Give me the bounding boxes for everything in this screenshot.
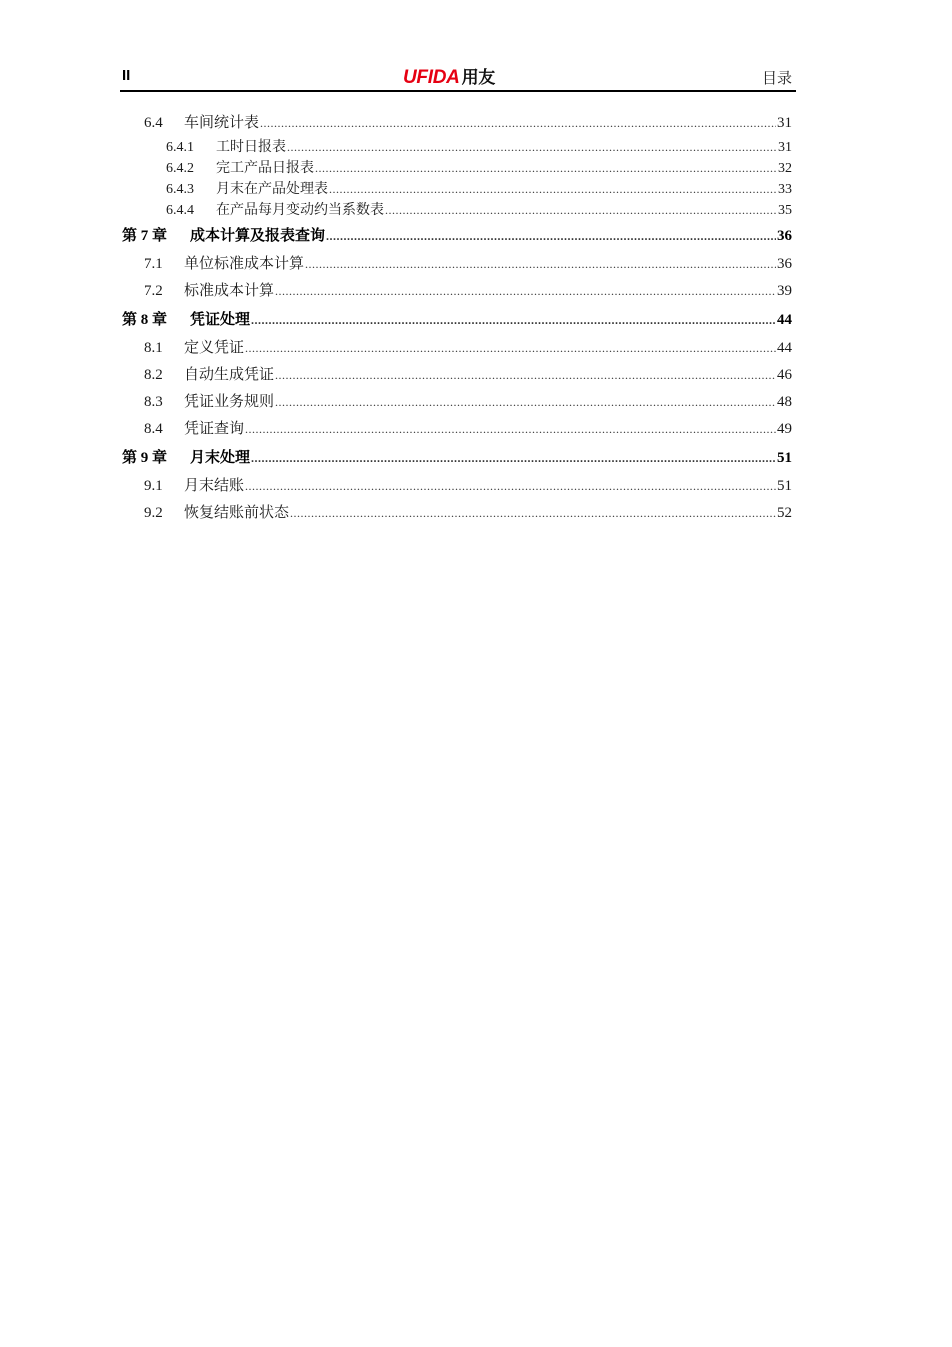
dot-leader <box>385 200 777 221</box>
toc-entry-number: 第 8 章 <box>122 312 168 328</box>
toc-entry-chapter[interactable] <box>122 305 792 335</box>
dot-leader <box>275 389 776 416</box>
toc-entry-title: 月末结账 <box>184 478 245 494</box>
toc-entry-page-number: 31 <box>778 140 792 155</box>
toc-entry-section[interactable] <box>122 251 792 278</box>
dot-leader <box>287 137 777 158</box>
toc-entry-title: 凭证查询 <box>184 421 245 437</box>
toc-entry-subsection[interactable] <box>122 158 792 179</box>
dot-leader <box>251 305 776 335</box>
dot-leader <box>251 443 776 473</box>
toc-entry-number: 9.2 <box>144 505 163 521</box>
toc-entry-chapter[interactable] <box>122 221 792 251</box>
toc-entry-title: 定义凭证 <box>184 340 245 356</box>
toc-entry-title: 标准成本计算 <box>184 283 275 299</box>
toc-entry-page-number: 33 <box>778 182 792 197</box>
toc-entry-page-number: 44 <box>777 340 792 356</box>
toc-entry-page-number: 51 <box>777 478 792 494</box>
toc-entry-number: 6.4.3 <box>166 182 194 197</box>
toc-entry-section[interactable] <box>122 110 792 137</box>
toc-entry-section[interactable] <box>122 500 792 527</box>
logo-brand: UFIDA <box>403 67 460 88</box>
logo-chinese: 用友 <box>461 68 495 87</box>
toc-entry-section[interactable] <box>122 335 792 362</box>
table-of-contents <box>122 110 792 527</box>
dot-leader <box>245 416 776 443</box>
toc-entry-chapter[interactable] <box>122 443 792 473</box>
toc-entry-title: 在产品每月变动约当系数表 <box>216 203 384 218</box>
dot-leader <box>329 179 777 200</box>
toc-entry-number: 第 7 章 <box>122 228 168 244</box>
toc-entry-title: 恢复结账前状态 <box>184 505 290 521</box>
toc-entry-title: 自动生成凭证 <box>184 367 275 383</box>
toc-entry-number: 6.4 <box>144 115 163 131</box>
toc-entry-page-number: 39 <box>777 283 792 299</box>
section-title: 目录 <box>761 71 792 87</box>
toc-entry-number: 7.2 <box>144 283 163 299</box>
toc-entry-title: 凭证处理 <box>190 312 251 328</box>
dot-leader <box>326 221 776 251</box>
toc-entry-page-number: 32 <box>778 161 792 176</box>
toc-entry-page-number: 49 <box>777 421 792 437</box>
toc-entry-title: 成本计算及报表查询 <box>190 228 326 244</box>
toc-entry-section[interactable] <box>122 362 792 389</box>
toc-entry-title: 单位标准成本计算 <box>184 256 305 272</box>
toc-entry-page-number: 36 <box>777 228 792 244</box>
toc-entry-number: 8.1 <box>144 340 163 356</box>
dot-leader <box>305 251 776 278</box>
toc-entry-title: 车间统计表 <box>184 115 260 131</box>
dot-leader <box>245 335 776 362</box>
dot-leader <box>245 473 776 500</box>
toc-entry-number: 第 9 章 <box>122 450 168 466</box>
toc-entry-number: 6.4.4 <box>166 203 194 218</box>
toc-entry-title: 月末处理 <box>190 450 251 466</box>
page-header <box>120 62 796 92</box>
toc-entry-section[interactable] <box>122 416 792 443</box>
toc-entry-subsection[interactable] <box>122 137 792 158</box>
toc-entry-section[interactable] <box>122 278 792 305</box>
toc-entry-page-number: 31 <box>777 115 792 131</box>
dot-leader <box>260 110 776 137</box>
dot-leader <box>275 278 776 305</box>
page-number: II <box>122 67 131 84</box>
toc-entry-section[interactable] <box>122 389 792 416</box>
dot-leader <box>275 362 776 389</box>
dot-leader <box>290 500 776 527</box>
toc-entry-section[interactable] <box>122 473 792 500</box>
toc-entry-number: 7.1 <box>144 256 163 272</box>
toc-entry-number: 8.3 <box>144 394 163 410</box>
toc-entry-title: 凭证业务规则 <box>184 394 275 410</box>
toc-entry-number: 9.1 <box>144 478 163 494</box>
toc-entry-number: 6.4.2 <box>166 161 194 176</box>
toc-entry-page-number: 51 <box>777 450 792 466</box>
ufida-logo <box>403 63 495 89</box>
toc-entry-page-number: 46 <box>777 367 792 383</box>
toc-entry-subsection[interactable] <box>122 200 792 221</box>
toc-entry-page-number: 48 <box>777 394 792 410</box>
toc-entry-number: 8.4 <box>144 421 163 437</box>
toc-entry-number: 6.4.1 <box>166 140 194 155</box>
toc-entry-number: 8.2 <box>144 367 163 383</box>
toc-entry-title: 完工产品日报表 <box>216 161 314 176</box>
toc-entry-subsection[interactable] <box>122 179 792 200</box>
toc-entry-page-number: 44 <box>777 312 792 328</box>
toc-entry-title: 工时日报表 <box>216 140 286 155</box>
dot-leader <box>315 158 777 179</box>
toc-entry-page-number: 36 <box>777 256 792 272</box>
toc-entry-page-number: 35 <box>778 203 792 218</box>
toc-entry-title: 月末在产品处理表 <box>216 182 328 197</box>
toc-entry-page-number: 52 <box>777 505 792 521</box>
